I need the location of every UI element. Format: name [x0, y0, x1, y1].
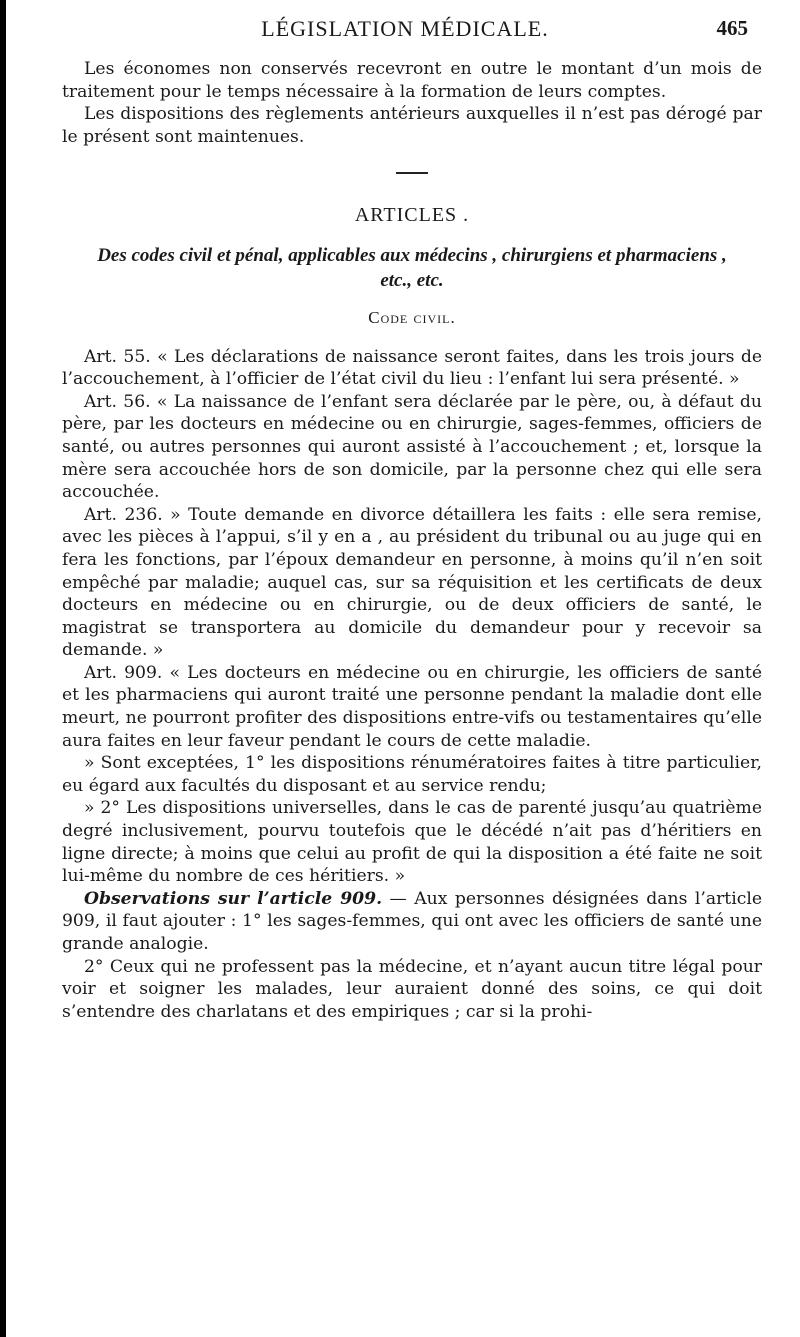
observations-paragraph — [62, 888, 762, 956]
intro-paragraph: Les économes non conservés recevront en outre le montant d’un mois de traitement pour le temps nécessaire à la formation de leurs comptes. — [62, 59, 762, 102]
page-number: 465 — [716, 16, 748, 40]
page-header — [62, 16, 748, 46]
observations-text: — Aux personnes désignées dans l’article 909, il faut ajouter : 1° les sages-femmes, qui ont avec les officiers de santé une grande analogie. — [62, 888, 762, 954]
article-paragraph: Art. 236. » Toute demande en divorce détaillera les faits : elle sera remise, avec les pièces à l’appui, s’il y en a , au président du tribunal ou au juge qui en fera les fonctions, par l’époux demandeur en personne, à moins qu’il n’en soit empêché par maladie; auquel cas, sur sa réquisition et les certificats de deux docteurs en médecine ou en chirurgie, ou de deux officiers de santé, le magistrat se transportera au domicile du demandeur pour y recevoir sa demande. » — [62, 504, 762, 661]
article-paragraph: » 2° Les dispositions universelles, dans le cas de parenté jusqu’au quatrième degré inclusivement, pourvu toutefois que le décédé n’ait pas d’héritiers en ligne directe; à moins que celui au profit de qui la disposition a été faite ne soit lui-même du nombre de ces héritiers. » — [62, 798, 762, 887]
section-subheading: Des codes civil et pénal, applicables aux médecins , chirurgiens et pharmaciens , etc., etc. — [97, 244, 727, 291]
article-paragraph: Art. 55. « Les déclarations de naissance seront faites, dans les trois jours de l’accouchement, à l’officier de l’état civil du lieu : l’enfant lui sera présenté. » — [62, 346, 762, 390]
section-heading: ARTICLES . — [354, 204, 470, 227]
page-body — [62, 58, 762, 1023]
page-edge — [0, 0, 6, 1337]
final-paragraph: 2° Ceux qui ne professent pas la médecine, et n’ayant aucun titre légal pour voir et soigner les malades, leur auraient donné des soins, ce qui doit s’entendre des charlatans et des empiriques ; car si la prohi- — [62, 956, 762, 1022]
section-separator — [396, 172, 428, 174]
article-paragraph: » Sont exceptées, 1° les dispositions rénumératoires faites à titre particulier, eu égard aux facultés du disposant et au service rendu; — [62, 753, 762, 796]
running-title: LÉGISLATION MÉDICALE. — [261, 16, 549, 41]
article-paragraph: Art. 56. « La naissance de l’enfant sera déclarée par le père, ou, à défaut du père, par les docteurs en médecine ou en chirurgie, sages-femmes, officiers de santé, ou autres personnes qui auront assisté à l’accouchement ; et, lorsque la mère sera accouchée hors de son domicile, par la personne chez qui elle sera accouchée. — [62, 391, 762, 503]
code-title: Code civil. — [368, 307, 456, 327]
observations-label: Observations sur l’article 909. — [84, 888, 383, 909]
intro-paragraph: Les dispositions des règlements antérieurs auxquelles il n’est pas dérogé par le présent sont maintenues. — [62, 104, 762, 147]
article-paragraph: Art. 909. « Les docteurs en médecine ou en chirurgie, les officiers de santé et les pharmaciens qui auront traité une personne pendant la maladie dont elle meurt, ne pourront profiter des dispositions entre-vifs ou testamentaires qu’elle aura faites en leur faveur pendant le cours de cette maladie. — [62, 662, 762, 751]
